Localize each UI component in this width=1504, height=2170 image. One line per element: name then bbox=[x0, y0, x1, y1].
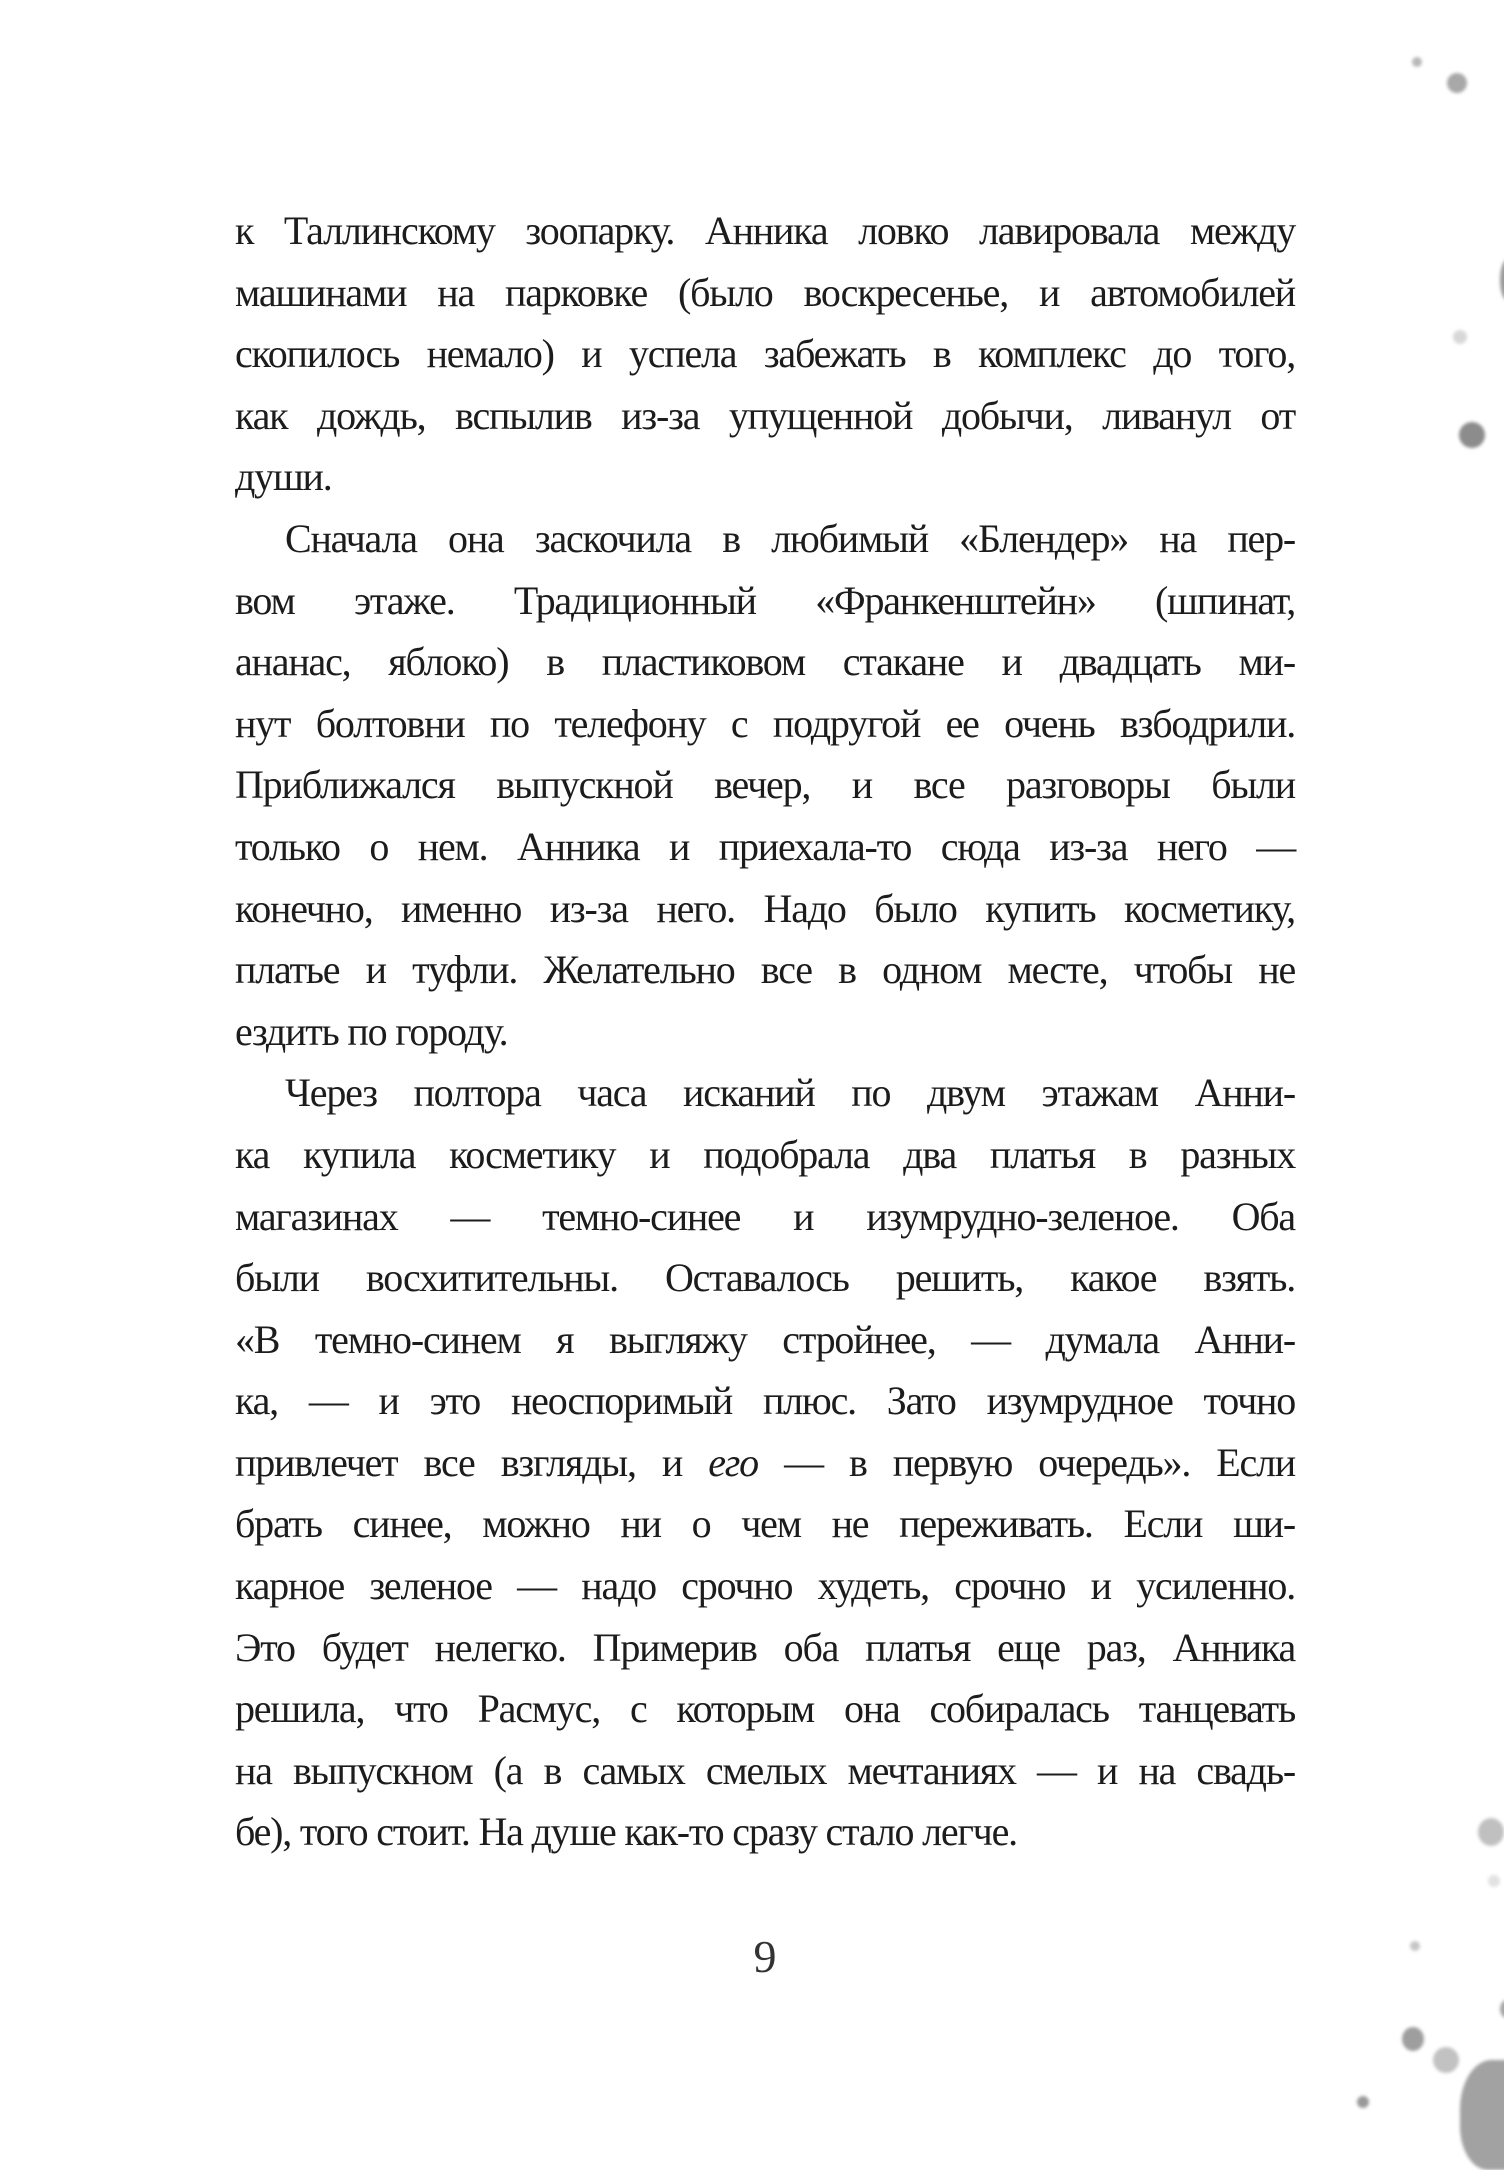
ink-spot-decoration bbox=[1412, 57, 1422, 67]
ink-spot-decoration bbox=[1459, 422, 1485, 448]
ink-spot-decoration bbox=[1500, 260, 1504, 300]
text-line: ананас, яблоко) в пластиковом стакане и двадцать ми- bbox=[235, 639, 1295, 685]
ink-spot-decoration bbox=[1460, 2060, 1504, 2170]
text-segment: привлечет все взгляды, и bbox=[235, 1439, 709, 1485]
ink-spot-decoration bbox=[1500, 2000, 1504, 2018]
text-line: как дождь, вспылив из-за упущенной добычи, ливанул от bbox=[235, 392, 1295, 438]
text-line: вом этаже. Традиционный «Франкенштейн» (шпинат, bbox=[235, 577, 1295, 623]
page-number: 9 bbox=[753, 1931, 777, 1982]
text-line: ездить по городу. bbox=[235, 1008, 508, 1054]
ink-spot-decoration bbox=[1488, 1875, 1500, 1887]
ink-spot-decoration bbox=[1357, 2096, 1369, 2108]
text-line: брать синее, можно ни о чем не переживать. Если ши- bbox=[235, 1501, 1295, 1547]
text-segment: — в первую очередь». Если bbox=[757, 1439, 1295, 1485]
text-line: платье и туфли. Желательно все в одном месте, чтобы не bbox=[235, 947, 1295, 993]
text-line: скопилось немало) и успела забежать в комплекс до того, bbox=[235, 331, 1295, 377]
ink-spot-decoration bbox=[1433, 2047, 1459, 2073]
text-line: нут болтовни по телефону с подругой ее очень взбодрили. bbox=[235, 700, 1295, 746]
text-line: ка, — и это неоспоримый плюс. Зато изумрудное точно bbox=[235, 1378, 1295, 1424]
text-line: «В темно-синем я выгляжу стройнее, — думала Анни- bbox=[235, 1316, 1295, 1362]
italic-emphasis: его bbox=[708, 1439, 758, 1485]
text-line-with-italic bbox=[235, 1432, 1295, 1494]
text-line: Это будет нелегко. Примерив оба платья еще раз, Анника bbox=[235, 1624, 1295, 1670]
text-line: к Таллинскому зоопарку. Анника ловко лавировала между bbox=[235, 208, 1295, 253]
ink-spot-decoration bbox=[1453, 330, 1467, 344]
text-line: были восхитительны. Оставалось решить, какое взять. bbox=[235, 1255, 1295, 1301]
text-line: конечно, именно из-за него. Надо было купить косметику, bbox=[235, 885, 1295, 931]
ink-spot-decoration bbox=[1478, 1818, 1504, 1846]
text-line: бе), того стоит. На душе как-то сразу стало легче. bbox=[235, 1809, 1017, 1855]
text-line: только о нем. Анника и приехала-то сюда из-за него — bbox=[235, 823, 1295, 869]
text-line: магазинах — темно-синее и изумрудно-зеленое. Оба bbox=[235, 1193, 1295, 1239]
ink-spot-decoration bbox=[1402, 2027, 1424, 2051]
text-line: Через полтора часа исканий по двум этажам Анни- bbox=[285, 1070, 1295, 1116]
text-line: души. bbox=[235, 454, 332, 500]
text-line: машинами на парковке (было воскресенье, и автомобилей bbox=[235, 269, 1295, 315]
text-line: Приближался выпускной вечер, и все разговоры были bbox=[235, 762, 1295, 808]
text-line: на выпускном (а в самых смелых мечтаниях — и на свадь- bbox=[235, 1747, 1295, 1793]
ink-spot-decoration bbox=[1410, 1941, 1420, 1951]
text-line: ка купила косметику и подобрала два платья в разных bbox=[235, 1131, 1295, 1177]
ink-spot-decoration bbox=[1447, 73, 1467, 93]
text-line: карное зеленое — надо срочно худеть, срочно и усиленно. bbox=[235, 1563, 1295, 1609]
text-line: решила, что Расмус, с которым она собиралась танцевать bbox=[235, 1686, 1295, 1732]
text-line: Сначала она заскочила в любимый «Блендер» на пер- bbox=[285, 515, 1295, 561]
body-text bbox=[235, 200, 1295, 1863]
